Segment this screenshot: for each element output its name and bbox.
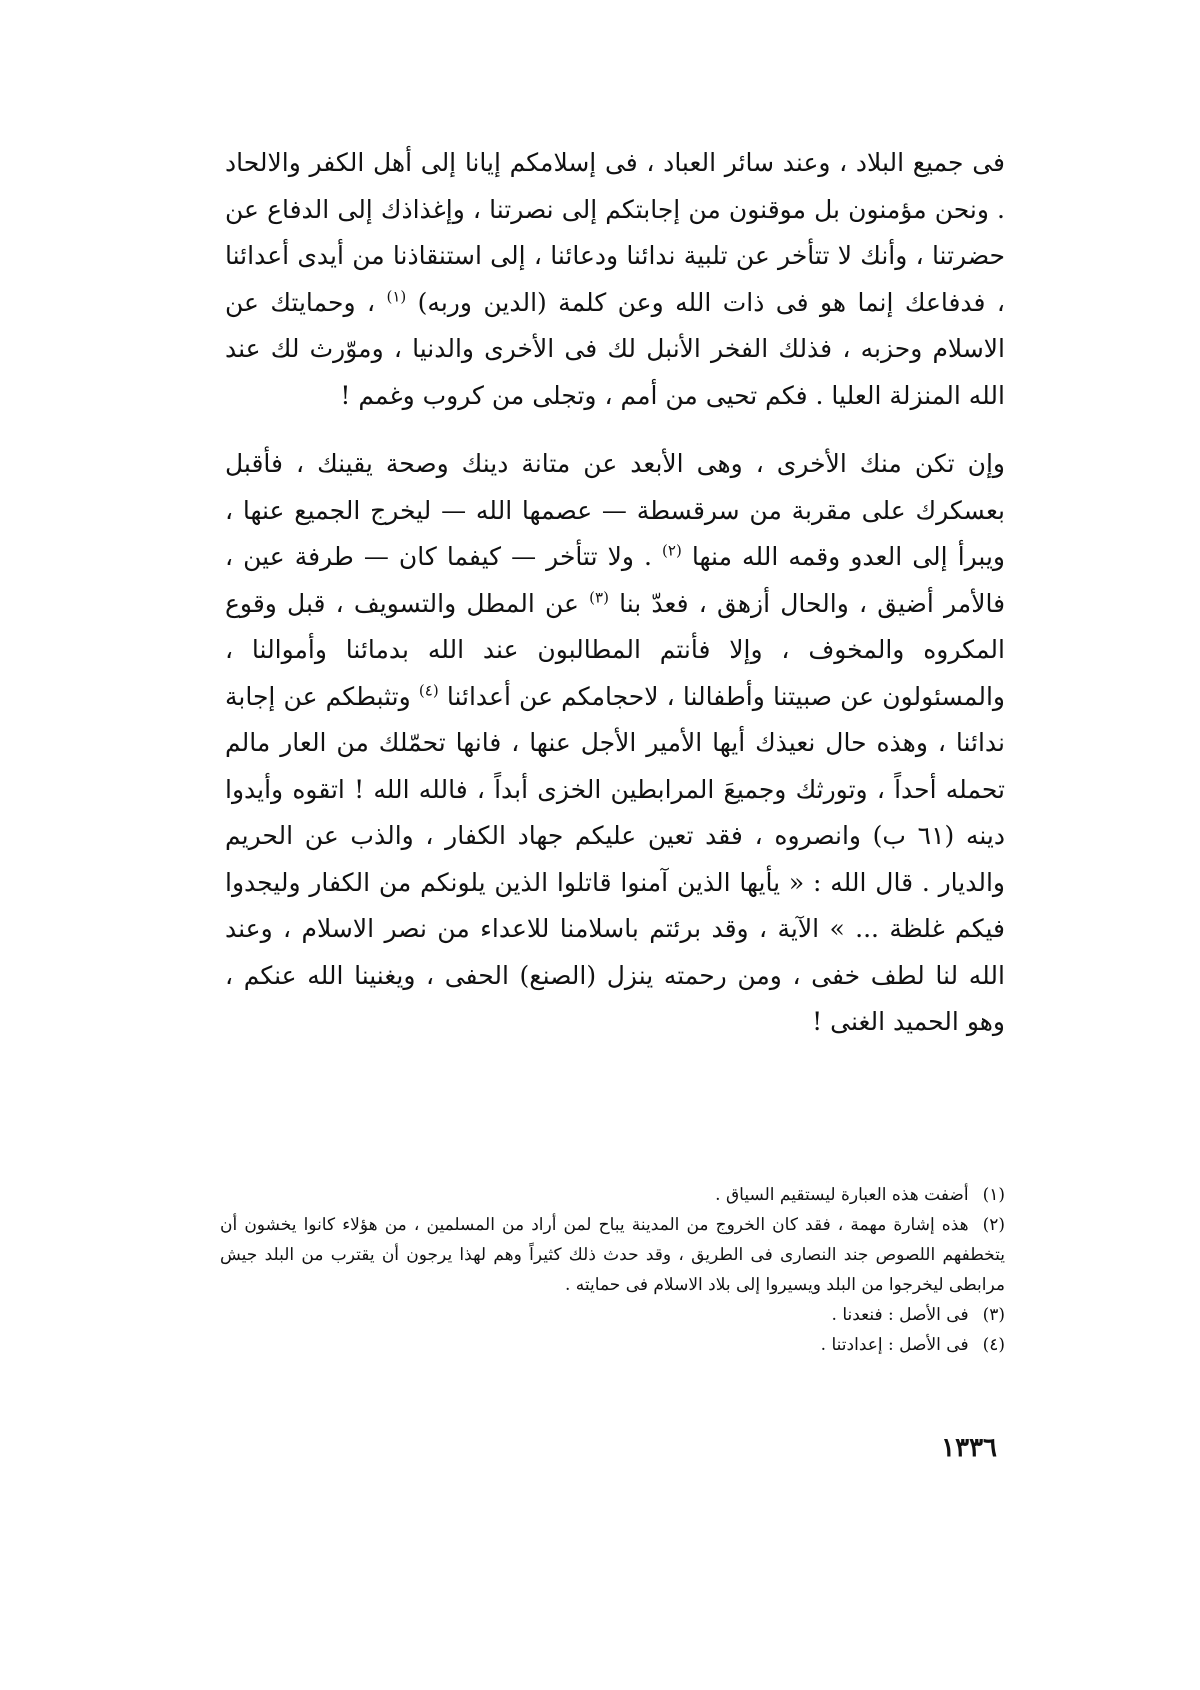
footnote-2: [220, 1210, 1005, 1300]
footnote-number: (٣): [982, 1305, 1005, 1325]
footnote-text: فى الأصل : إعدادتنا .: [820, 1335, 969, 1355]
paragraph-2-tail: وتثبطكم عن إجابة ندائنا ، وهذه حال نعيذك أيها الأمير الأجل عنها ، فانها تحمّلك من العار مالم تحمله أحداً ، وتورثك وجميعَ المرابطين الخزى أبداً ، فالله الله ! اتقوه وأيدوا دينه (٦١ ب) وانصروه ، فقد تعين عليكم جهاد الكفار ، والذب عن الحريم والديار . قال الله : « يأيها الذين آمنوا قاتلوا الذين يلونكم من الكفار وليجدوا فيكم غلظة ... » الآية ، وقد برئتم باسلامنا للاعداء من نصر الاسلام ، وعند الله لنا لطف خفى ، ومن رحمته ينزل (الصنع) الحفى ، ويغنينا الله عنكم ، وهو الحميد الغنى !: [225, 681, 1005, 1036]
footnote-text: فى الأصل : فنعدنا .: [831, 1305, 969, 1325]
paragraph-2: [225, 441, 1005, 1046]
footnote-3: [220, 1300, 1005, 1330]
footnote-number: (٤): [982, 1335, 1005, 1355]
paragraph-1: [225, 140, 1005, 419]
footnote-number: (١): [982, 1185, 1005, 1205]
paragraph-2-text: وإن تكن منك الأخرى ، وهى الأبعد عن متانة دينك وصحة يقينك ، فأقبل بعسكرك على مقربة من سرقسطة — عصمها الله — ليخرج الجميع عنها ، ويبرأ إلى العدو وقمه الله منها: [225, 449, 1006, 571]
paragraph-1-tail: ، وحمايتك عن الاسلام وحزبه ، فذلك الفخر الأنبل لك فى الأخرى والدنيا ، وموّرث لك عند الله المنزلة العليا . فكم تحيى من أمم ، وتجلى من كروب وغمم !: [225, 287, 1005, 410]
footnote-ref-2: (٢): [662, 541, 682, 560]
footnote-ref-4: (٤): [418, 681, 439, 700]
footnote-ref-1: (١): [386, 287, 407, 306]
footnotes: [220, 1180, 1005, 1360]
main-text: [225, 140, 1005, 1046]
footnote-1: [220, 1180, 1005, 1210]
paragraph-2-mid-2: عن المطل والتسويف ، قبل وقوع المكروه والمخوف ، وإلا فأنتم المطالبون عند الله بدمائنا وأموالنا ، والمسئولون عن صبيتنا وأطفالنا ، لاحجامكم عن أعدائنا: [225, 588, 1006, 711]
paragraph-2-mid-1: . ولا تتأخر — كيفما كان — طرفة عين ، فالأمر أضيق ، والحال أزهق ، فعدّ بنا: [225, 542, 1006, 618]
page-number: ١٣٣٦: [941, 1433, 997, 1463]
footnote-ref-3: (٣): [589, 588, 609, 607]
paragraph-1-text: فى جميع البلاد ، وعند سائر العباد ، فى إسلامكم إيانا إلى أهل الكفر والالحاد . ونحن مؤمنون بل موقنون من إجابتكم إلى نصرتنا ، وإغذاذك إلى الدفاع عن حضرتنا ، وأنك لا تتأخر عن تلبية ندائنا ودعائنا ، إلى استنقاذنا من أيدى أعدائنا ، فدفاعك إنما هو فى ذات الله وعن كلمة (الدين وربه): [225, 148, 1005, 317]
footnote-4: [220, 1330, 1005, 1360]
footnote-text: أضفت هذه العبارة ليستقيم السياق .: [715, 1185, 969, 1205]
footnote-number: (٢): [982, 1215, 1005, 1235]
footnote-text: هذه إشارة مهمة ، فقد كان الخروج من المدينة يباح لمن أراد من المسلمين ، من هؤلاء كانوا يخشون أن يتخطفهم اللصوص جند النصارى فى الطريق ، وقد حدث ذلك كثيراً وهم لهذا يرجون أن يقترب من البلد جيش مرابطى ليخرجوا من البلد ويسيروا إلى بلاد الاسلام فى حمايته .: [220, 1215, 1005, 1295]
